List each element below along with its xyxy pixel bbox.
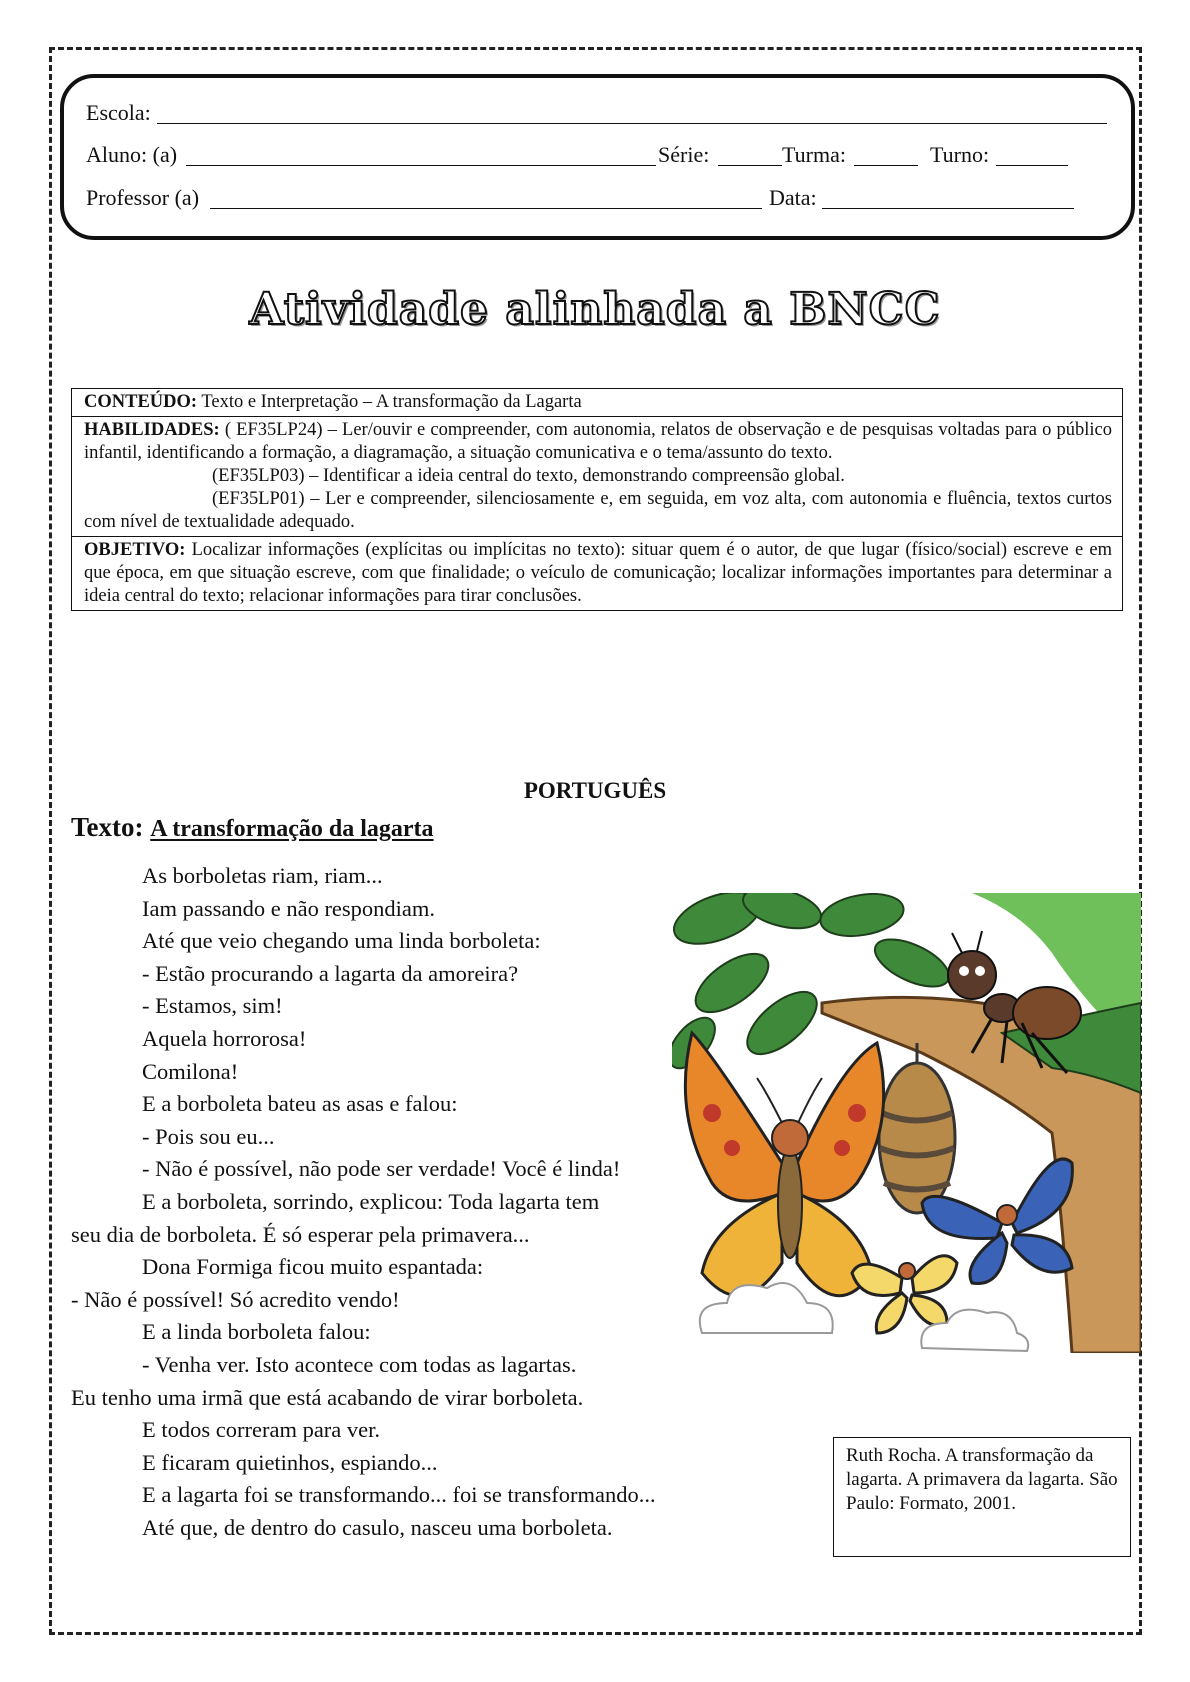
poem-line: Até que veio chegando uma linda borboleta: bbox=[142, 928, 541, 954]
poem-line: Dona Formiga ficou muito espantada: bbox=[142, 1254, 484, 1280]
texto-title: A transformação da lagarta bbox=[150, 816, 434, 842]
poem-line: E a borboleta, sorrindo, explicou: Toda lagarta tem bbox=[142, 1188, 600, 1214]
objetivo-label: OBJETIVO: bbox=[84, 540, 186, 560]
poem-line: Até que, de dentro do casulo, nasceu uma borboleta. bbox=[142, 1514, 613, 1540]
objetivo-text: Localizar informações (explícitas ou implícitas no texto): situar quem é o autor, de que lugar (físico/social) escreve e em que época, em que situação escreve, com que finalidade; o veículo de comunicação; localizar informações importantes para determinar a ideia central do texto; relacionar informações para tirar conclusões. bbox=[84, 540, 1112, 606]
poem-line: Aquela horrorosa! bbox=[142, 1025, 307, 1051]
info-table bbox=[71, 388, 1123, 611]
turma-label: Turma: bbox=[782, 142, 846, 167]
poem-line: As borboletas riam, riam... bbox=[142, 863, 383, 888]
habilidade-3: (EF35LP01) – Ler e compreender, silenciosamente e, em seguida, em voz alta, com autonomia e fluência, textos curtos com nível de textualidade adequado. bbox=[84, 489, 1112, 532]
habilidade-2: (EF35LP03) – Identificar a ideia central do texto, demonstrando compreensão global. bbox=[212, 466, 845, 486]
citation-box: Ruth Rocha. A transformação da lagarta. A primavera da lagarta. São Paulo: Formato, 2001. bbox=[833, 1437, 1131, 1557]
poem-line: E a lagarta foi se transformando... foi se transformando... bbox=[142, 1482, 656, 1508]
poem-line: Comilona! bbox=[142, 1058, 239, 1084]
poem-line: - Não é possível, não pode ser verdade! Você é linda! bbox=[142, 1156, 621, 1182]
data-field[interactable] bbox=[822, 208, 1074, 209]
professor-field[interactable] bbox=[210, 208, 762, 209]
habilidades-row bbox=[72, 416, 1122, 536]
poem-line: E ficaram quietinhos, espiando... bbox=[142, 1449, 438, 1475]
poem-line: - Estamos, sim! bbox=[142, 993, 283, 1019]
poem-line: E a borboleta bateu as asas e falou: bbox=[142, 1091, 458, 1117]
conteudo-text: Texto e Interpretação – A transformação da Lagarta bbox=[197, 392, 582, 412]
escola-label: Escola: bbox=[86, 100, 151, 125]
texto-label: Texto: bbox=[71, 812, 144, 842]
poem-line: E todos correram para ver. bbox=[142, 1417, 381, 1443]
poem-line: - Venha ver. Isto acontece com todas as lagartas. bbox=[142, 1351, 577, 1377]
poem-line: - Estão procurando a lagarta da amoreira? bbox=[142, 960, 519, 986]
turma-field[interactable] bbox=[854, 165, 918, 166]
student-info-box bbox=[60, 74, 1135, 240]
data-label: Data: bbox=[769, 185, 817, 210]
text-heading bbox=[71, 812, 434, 843]
butterfly-illustration bbox=[672, 893, 1141, 1353]
poem-line: Iam passando e não respondiam. bbox=[142, 895, 436, 921]
aluno-field[interactable] bbox=[186, 165, 656, 166]
poem-line: seu dia de borboleta. É só esperar pela primavera... bbox=[71, 1221, 530, 1247]
habilidades-text: ( EF35LP24) – Ler/ouvir e compreender, com autonomia, relatos de observação e de pesquisas voltadas para o público infantil, identificando a formação, a diagramação, a situação comunicativa e o tema/assunto do texto. bbox=[84, 420, 1112, 463]
habilidades-label: HABILIDADES: bbox=[84, 420, 220, 440]
poem-line: - Não é possível! Só acredito vendo! bbox=[71, 1286, 400, 1312]
page-title: Atividade alinhada a BNCC bbox=[249, 284, 941, 335]
aluno-label: Aluno: (a) bbox=[86, 142, 178, 167]
poem-line: E a linda borboleta falou: bbox=[142, 1319, 371, 1345]
serie-field[interactable] bbox=[718, 165, 782, 166]
poem-line: Eu tenho uma irmã que está acabando de virar borboleta. bbox=[71, 1384, 584, 1410]
subject-heading: PORTUGUÊS bbox=[523, 778, 667, 803]
objetivo-row bbox=[72, 536, 1122, 610]
poem bbox=[71, 860, 751, 1544]
conteudo-label: CONTEÚDO: bbox=[84, 392, 198, 412]
turno-label: Turno: bbox=[930, 142, 990, 167]
poem-line: - Pois sou eu... bbox=[142, 1123, 275, 1149]
conteudo-row bbox=[72, 389, 1122, 416]
professor-label: Professor (a) bbox=[86, 185, 200, 210]
turno-field[interactable] bbox=[996, 165, 1068, 166]
serie-label: Série: bbox=[658, 142, 710, 167]
escola-field[interactable] bbox=[157, 123, 1107, 124]
